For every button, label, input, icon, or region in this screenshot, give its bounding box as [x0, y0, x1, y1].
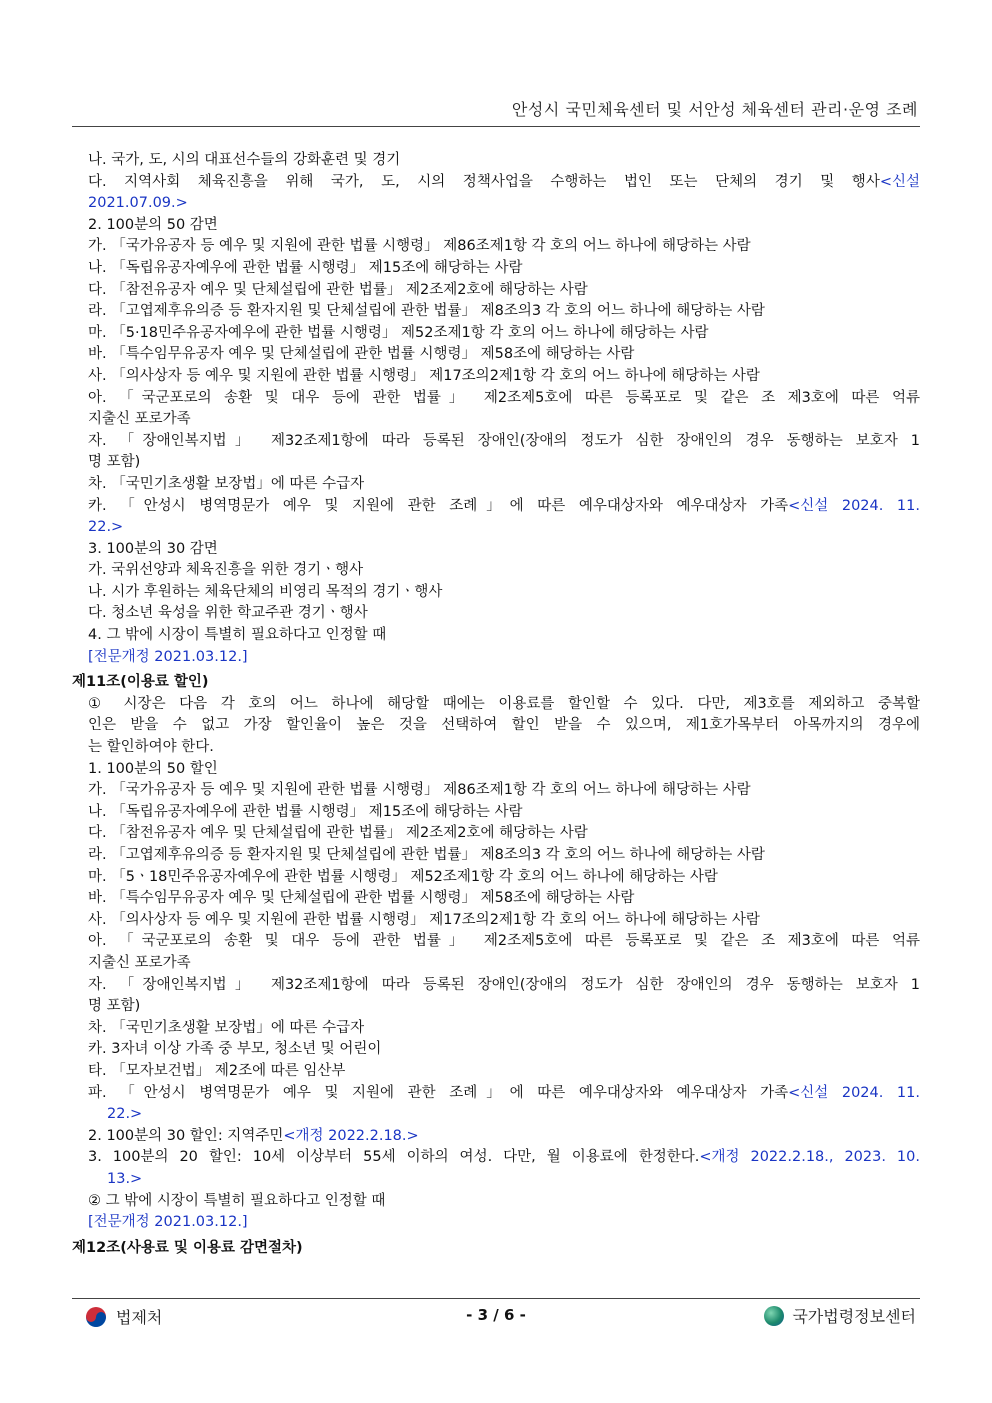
line-text: ① 시장은 다음 각 호의 어느 하나에 해당할 때에는 이용료를 할인할 수 있다. 다만, 제3호를 제외하고 중복할: [88, 695, 920, 712]
document-line: [72, 452, 920, 474]
line-text: 3. 100분의 20 할인: 10세 이상부터 55세 이하의 여성. 다만, 월 이용료에 한정한다.: [88, 1149, 700, 1166]
document-line: [72, 193, 920, 215]
line-text: 차. 「국민기초생활 보장법」에 따른 수급자: [88, 1019, 365, 1036]
document-line: [72, 625, 920, 647]
document-body: [72, 150, 920, 1259]
line-text: 명 포함): [88, 454, 141, 471]
document-line: [72, 215, 920, 237]
document-line: [72, 802, 920, 824]
document-line: [72, 1212, 920, 1234]
document-line: [72, 910, 920, 932]
line-text: 나. 국가, 도, 시의 대표선수들의 강화훈련 및 경기: [88, 152, 401, 168]
line-text: 다. 청소년 육성을 위한 학교주관 경기ㆍ행사: [88, 605, 368, 622]
line-text: 나. 시가 후원하는 체육단체의 비영리 목적의 경기ㆍ행사: [88, 583, 443, 600]
line-text: 는 할인하여야 한다.: [88, 739, 214, 756]
line-text: 차. 「국민기초생활 보장법」에 따른 수급자: [88, 475, 365, 492]
amendment-note: <신설: [879, 173, 920, 190]
document-line: [72, 603, 920, 625]
footer-right-label: 국가법령정보센터: [792, 1307, 916, 1326]
document-line: [72, 996, 920, 1018]
line-text: 마. 「5ㆍ18민주유공자예우에 관한 법률 시행령」 제52조제1항 각 호의 어느 하나에 해당하는 사람: [88, 868, 718, 885]
line-text: 라. 「고엽제후유의증 등 환자지원 및 단체설립에 관한 법률」 제8조의3 각 호의 어느 하나에 해당하는 사람: [88, 847, 765, 863]
document-line: [72, 867, 920, 889]
line-text: 아. 「국군포로의 송환 및 대우 등에 관한 법률」 제2조제5호에 따른 등록포로 및 같은 조 제3호에 따른 억류: [88, 933, 920, 950]
line-text: 가. 「국가유공자 등 예우 및 지원에 관한 법률 시행령」 제86조제1항 각 호의 어느 하나에 해당하는 사람: [88, 782, 751, 799]
page-number: - 3 / 6 -: [466, 1306, 526, 1324]
document-line: [72, 236, 920, 258]
line-text: 다. 「참전유공자 예우 및 단체설립에 관한 법률」 제2조제2호에 해당하는 사람: [88, 825, 588, 842]
line-text: 제11조(이용료 할인): [72, 674, 209, 691]
document-line: [72, 517, 920, 539]
document-line: [72, 1169, 920, 1191]
document-line: [72, 496, 920, 518]
document-line: [72, 953, 920, 975]
document-line: [72, 539, 920, 561]
document-line: [72, 1126, 920, 1148]
document-line: [72, 366, 920, 388]
amendment-note: [전문개정 2021.03.12.]: [88, 1214, 248, 1231]
line-text: 아. 「국군포로의 송환 및 대우 등에 관한 법률」 제2조제5호에 따른 등록포로 및 같은 조 제3호에 따른 억류: [88, 389, 920, 406]
line-text: 인은 받을 수 없고 가장 할인율이 높은 것을 선택하여 할인 받을 수 있으며, 제1호가목부터 아목까지의 경우에: [88, 717, 920, 734]
document-line: [72, 1039, 920, 1061]
document-line: [72, 1018, 920, 1040]
document-line: [72, 823, 920, 845]
amendment-note: 22.>: [107, 1106, 143, 1123]
line-text: 라. 「고엽제후유의증 등 환자지원 및 단체설립에 관한 법률」 제8조의3 각 호의 어느 하나에 해당하는 사람: [88, 303, 765, 320]
line-text: 가. 국위선양과 체육진흥을 위한 경기ㆍ행사: [88, 562, 364, 579]
line-text: 1. 100분의 50 할인: [88, 760, 218, 777]
document-line: [72, 1104, 920, 1126]
document-line: [72, 647, 920, 669]
document-line: [72, 759, 920, 781]
line-text: 카. 「안성시 병역명문가 예우 및 지원에 관한 조례」에 따른 예우대상자와 예우대상자 가족: [88, 497, 789, 514]
line-text: 바. 「특수임무유공자 예우 및 단체설립에 관한 법률 시행령」 제58조에 해당하는 사람: [88, 890, 635, 907]
header-divider: [72, 126, 920, 127]
article-heading: [72, 672, 920, 694]
amendment-note: 2021.07.09.>: [88, 195, 188, 212]
document-line: [72, 845, 920, 867]
document-line: [72, 344, 920, 366]
document-line: [72, 888, 920, 910]
amendment-note: <개정 2022.2.18., 2023. 10.: [699, 1149, 920, 1166]
document-line: [72, 388, 920, 410]
line-text: 타. 「모자보건법」 제2조에 따른 임산부: [88, 1062, 346, 1079]
document-line: [72, 715, 920, 737]
line-text: 2. 100분의 30 할인: 지역주민: [88, 1127, 284, 1144]
document-line: [72, 301, 920, 323]
line-text: 나. 「독립유공자예우에 관한 법률 시행령」 제15조에 해당하는 사람: [88, 803, 523, 820]
document-line: [72, 172, 920, 194]
line-text: 바. 「특수임무유공자 예우 및 단체설립에 관한 법률 시행령」 제58조에 해당하는 사람: [88, 346, 635, 363]
line-text: 지출신 포로가족: [88, 954, 191, 971]
line-text: 나. 「독립유공자예우에 관한 법률 시행령」 제15조에 해당하는 사람: [88, 259, 523, 276]
line-text: 카. 3자녀 이상 가족 중 부모, 청소년 및 어린이: [88, 1041, 382, 1058]
document-line: [72, 431, 920, 453]
line-text: 파. 「안성시 병역명문가 예우 및 지원에 관한 조례」에 따른 예우대상자와 예우대상자 가족: [88, 1084, 789, 1101]
document-line: [72, 694, 920, 716]
document-line: [72, 409, 920, 431]
document-line: [72, 323, 920, 345]
document-line: [72, 150, 920, 172]
document-line: [72, 931, 920, 953]
amendment-note: [전문개정 2021.03.12.]: [88, 648, 248, 665]
line-text: 3. 100분의 30 감면: [88, 540, 218, 557]
footer-divider: [72, 1298, 920, 1299]
line-text: 제12조(사용료 및 이용료 감면절차): [72, 1239, 303, 1256]
footer-left-label: 법제처: [116, 1308, 163, 1327]
document-line: [72, 737, 920, 759]
document-line: [72, 1147, 920, 1169]
document-line: [72, 780, 920, 802]
line-text: 자. 「장애인복지법」 제32조제1항에 따라 등록된 장애인(장애의 정도가 심한 장애인의 경우 동행하는 보호자 1: [88, 976, 920, 993]
line-text: 사. 「의사상자 등 예우 및 지원에 관한 법률 시행령」 제17조의2제1항 각 호의 어느 하나에 해당하는 사람: [88, 367, 760, 384]
line-text: 가. 「국가유공자 등 예우 및 지원에 관한 법률 시행령」 제86조제1항 각 호의 어느 하나에 해당하는 사람: [88, 238, 751, 255]
line-text: 다. 「참전유공자 예우 및 단체설립에 관한 법률」 제2조제2호에 해당하는 사람: [88, 281, 588, 298]
line-text: 2. 100분의 50 감면: [88, 216, 218, 233]
page-header-title: 안성시 국민체육센터 및 서안성 체육센터 관리·운영 조례: [511, 100, 918, 119]
document-line: [72, 582, 920, 604]
document-line: [72, 975, 920, 997]
line-text: 4. 그 밖에 시장이 특별히 필요하다고 인정할 때: [88, 627, 387, 644]
line-text: 다. 지역사회 체육진흥을 위해 국가, 도, 시의 정책사업을 수행하는 법인 또는 단체의 경기 및 행사: [88, 173, 880, 190]
document-line: [72, 1191, 920, 1213]
document-line: [72, 258, 920, 280]
amendment-note: <신설 2024. 11.: [788, 1084, 920, 1101]
line-text: 지출신 포로가족: [88, 411, 191, 428]
document-line: [72, 560, 920, 582]
amendment-note: <개정 2022.2.18.>: [283, 1127, 419, 1144]
line-text: 자. 「장애인복지법」 제32조제1항에 따라 등록된 장애인(장애의 정도가 심한 장애인의 경우 동행하는 보호자 1: [88, 432, 920, 449]
amendment-note: 13.>: [107, 1170, 143, 1187]
line-text: 마. 「5·18민주유공자예우에 관한 법률 시행령」 제52조제1항 각 호의 어느 하나에 해당하는 사람: [88, 324, 709, 341]
document-line: [72, 1083, 920, 1105]
amendment-note: <신설 2024. 11.: [788, 497, 920, 514]
line-text: 사. 「의사상자 등 예우 및 지원에 관한 법률 시행령」 제17조의2제1항 각 호의 어느 하나에 해당하는 사람: [88, 911, 760, 928]
law-center-logo-icon: [764, 1306, 784, 1326]
line-text: 명 포함): [88, 998, 141, 1015]
document-line: [72, 280, 920, 302]
footer-right: [764, 1304, 916, 1327]
line-text: ② 그 밖에 시장이 특별히 필요하다고 인정할 때: [88, 1192, 386, 1209]
document-line: [72, 474, 920, 496]
article-heading: [72, 1238, 920, 1260]
document-line: [72, 1061, 920, 1083]
amendment-note: 22.>: [88, 519, 124, 536]
